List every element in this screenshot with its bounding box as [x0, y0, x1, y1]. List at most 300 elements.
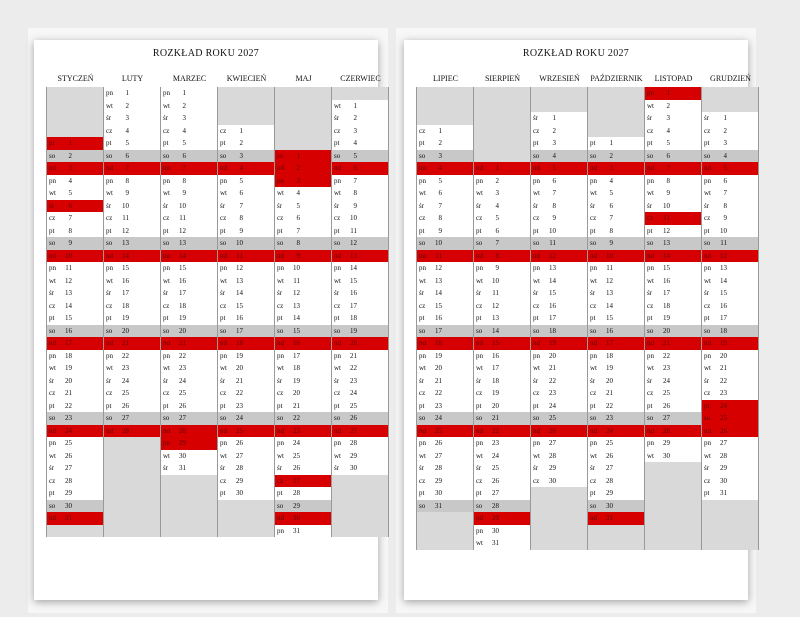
- weekday-label: cz: [533, 476, 540, 485]
- weekday-label: nd: [533, 164, 540, 172]
- weekday-label: pt: [590, 226, 596, 235]
- day-cell: [275, 387, 331, 400]
- day-cell: [645, 237, 701, 250]
- day-number: 16: [122, 276, 129, 285]
- left-page: [34, 40, 381, 600]
- day-number: 19: [122, 314, 129, 322]
- day-number: 8: [609, 226, 613, 235]
- day-number: 1: [552, 114, 556, 122]
- weekday-label: so: [419, 239, 426, 247]
- day-cell: [645, 312, 701, 325]
- day-number: 20: [350, 339, 357, 347]
- weekday-label: so: [106, 326, 113, 335]
- day-cell: [47, 400, 103, 413]
- weekday-label: pn: [163, 264, 170, 272]
- day-cell: [645, 250, 701, 263]
- day-number: 27: [179, 414, 186, 422]
- empty-cell: [161, 500, 217, 513]
- month-header: SIERPIEŃ: [484, 74, 521, 83]
- day-cell: [645, 287, 701, 300]
- day-cell: [474, 425, 530, 438]
- day-cell: [474, 462, 530, 475]
- page-title-left: ROZKŁAD ROKU 2027: [152, 48, 260, 59]
- day-cell: [47, 300, 103, 313]
- day-number: 24: [350, 389, 357, 397]
- day-number: 15: [720, 289, 727, 297]
- day-number: 1: [666, 89, 670, 97]
- weekday-label: wt: [704, 451, 711, 460]
- day-cell: [588, 187, 644, 200]
- day-cell: [588, 375, 644, 388]
- weekday-label: śr: [704, 114, 710, 122]
- weekday-label: śr: [590, 464, 596, 472]
- day-number: 15: [122, 264, 129, 272]
- day-number: 23: [122, 364, 129, 372]
- day-number: 21: [236, 376, 243, 385]
- day-cell: [47, 150, 103, 163]
- day-number: 5: [552, 164, 556, 172]
- day-cell: [474, 312, 530, 325]
- day-number: 12: [350, 239, 357, 247]
- day-cell: [588, 237, 644, 250]
- day-cell: [104, 150, 160, 163]
- day-cell: [332, 100, 388, 113]
- day-cell: [332, 200, 388, 213]
- day-number: 2: [125, 101, 129, 110]
- day-number: 15: [606, 314, 613, 322]
- day-number: 11: [549, 239, 556, 247]
- day-cell: [104, 87, 160, 100]
- day-number: 9: [609, 239, 613, 247]
- day-number: 26: [65, 451, 72, 460]
- weekday-label: cz: [419, 126, 426, 135]
- day-cell: [531, 462, 587, 475]
- day-cell: [332, 387, 388, 400]
- day-number: 20: [236, 364, 243, 372]
- day-cell: [218, 212, 274, 225]
- day-cell: [417, 250, 473, 263]
- day-number: 5: [495, 214, 499, 222]
- weekday-label: pt: [704, 489, 710, 497]
- day-number: 25: [606, 439, 613, 447]
- day-cell: [531, 475, 587, 488]
- day-cell: [218, 187, 274, 200]
- day-cell: [218, 400, 274, 413]
- day-number: 7: [182, 164, 186, 172]
- day-cell: [417, 462, 473, 475]
- day-cell: [474, 400, 530, 413]
- day-number: 30: [293, 514, 300, 522]
- day-cell: [588, 475, 644, 488]
- day-number: 20: [435, 364, 442, 372]
- day-cell: [645, 150, 701, 163]
- day-cell: [417, 425, 473, 438]
- day-number: 6: [609, 201, 613, 210]
- day-cell: [332, 462, 388, 475]
- weekday-label: cz: [647, 214, 654, 222]
- day-number: 2: [182, 101, 186, 110]
- month-header: LISTOPAD: [654, 74, 693, 83]
- day-number: 13: [179, 239, 186, 247]
- day-number: 1: [182, 89, 186, 97]
- day-cell: [104, 212, 160, 225]
- day-cell: [645, 300, 701, 313]
- weekday-label: cz: [163, 301, 170, 310]
- day-number: 9: [68, 239, 72, 247]
- weekday-label: cz: [277, 389, 284, 397]
- day-number: 31: [65, 514, 72, 522]
- weekday-label: wt: [49, 276, 56, 285]
- day-number: 16: [435, 314, 442, 322]
- day-cell: [531, 400, 587, 413]
- empty-cell: [474, 87, 530, 100]
- day-cell: [417, 200, 473, 213]
- day-number: 17: [492, 364, 499, 372]
- day-number: 31: [492, 539, 499, 547]
- weekday-label: śr: [533, 201, 539, 210]
- weekday-label: nd: [590, 426, 597, 435]
- day-cell: [588, 512, 644, 525]
- day-number: 28: [350, 439, 357, 447]
- day-number: 22: [179, 351, 186, 360]
- weekday-label: nd: [334, 339, 341, 347]
- day-number: 28: [549, 451, 556, 460]
- day-number: 13: [492, 314, 499, 322]
- day-number: 22: [606, 401, 613, 410]
- weekday-label: so: [163, 151, 170, 160]
- day-number: 23: [236, 401, 243, 410]
- day-cell: [531, 262, 587, 275]
- day-cell: [588, 462, 644, 475]
- day-cell: [588, 300, 644, 313]
- empty-cell: [218, 512, 274, 525]
- weekday-label: nd: [163, 426, 170, 435]
- weekday-label: pn: [277, 176, 284, 185]
- day-cell: [218, 237, 274, 250]
- day-number: 13: [435, 276, 442, 285]
- weekday-label: pn: [476, 526, 483, 535]
- day-cell: [218, 350, 274, 363]
- weekday-label: śr: [476, 376, 482, 385]
- weekday-label: pn: [163, 176, 170, 185]
- day-cell: [588, 350, 644, 363]
- day-cell: [161, 287, 217, 300]
- day-cell: [417, 450, 473, 463]
- day-cell: [702, 362, 758, 375]
- day-number: 27: [720, 439, 727, 447]
- weekday-label: pt: [419, 401, 425, 410]
- weekday-label: pn: [334, 176, 341, 185]
- weekday-label: pn: [590, 351, 597, 360]
- empty-cell: [474, 112, 530, 125]
- day-cell: [702, 450, 758, 463]
- day-cell: [332, 412, 388, 425]
- day-cell: [702, 137, 758, 150]
- day-cell: [47, 362, 103, 375]
- day-number: 17: [179, 289, 186, 297]
- empty-cell: [531, 500, 587, 513]
- day-number: 24: [435, 414, 442, 422]
- day-cell: [588, 437, 644, 450]
- weekday-label: cz: [590, 301, 597, 310]
- day-cell: [332, 300, 388, 313]
- day-number: 8: [666, 176, 670, 185]
- weekday-label: cz: [277, 214, 284, 222]
- empty-cell: [417, 525, 473, 538]
- weekday-label: so: [476, 326, 483, 335]
- day-cell: [104, 100, 160, 113]
- weekday-label: cz: [419, 476, 426, 485]
- day-number: 29: [236, 476, 243, 485]
- day-cell: [645, 212, 701, 225]
- day-cell: [218, 262, 274, 275]
- day-cell: [275, 325, 331, 338]
- weekday-label: wt: [647, 364, 654, 372]
- day-number: 6: [723, 176, 727, 185]
- day-number: 3: [296, 176, 300, 185]
- weekday-label: pt: [590, 139, 596, 147]
- day-cell: [531, 112, 587, 125]
- weekday-label: śr: [49, 464, 55, 472]
- day-cell: [417, 300, 473, 313]
- day-cell: [702, 275, 758, 288]
- empty-cell: [645, 537, 701, 550]
- day-cell: [417, 225, 473, 238]
- day-number: 6: [438, 189, 442, 197]
- column-divider: [103, 87, 104, 537]
- empty-cell: [531, 100, 587, 113]
- weekday-label: cz: [334, 301, 341, 310]
- column-divider: [388, 87, 389, 537]
- weekday-label: nd: [49, 339, 56, 347]
- weekday-label: śr: [476, 464, 482, 472]
- weekday-label: pn: [476, 439, 483, 447]
- day-number: 28: [65, 476, 72, 485]
- day-cell: [161, 162, 217, 175]
- day-number: 5: [182, 139, 186, 147]
- weekday-label: wt: [334, 364, 341, 372]
- day-cell: [47, 437, 103, 450]
- weekday-label: śr: [647, 376, 653, 385]
- weekday-label: pn: [704, 351, 711, 360]
- weekday-label: wt: [220, 451, 227, 460]
- day-cell: [531, 337, 587, 350]
- weekday-label: pt: [106, 401, 112, 410]
- weekday-label: pt: [704, 139, 710, 147]
- weekday-label: pn: [533, 439, 540, 447]
- weekday-label: wt: [49, 364, 56, 372]
- day-cell: [218, 225, 274, 238]
- day-cell: [645, 362, 701, 375]
- day-cell: [588, 200, 644, 213]
- day-number: 4: [666, 126, 670, 135]
- day-cell: [417, 287, 473, 300]
- weekday-label: wt: [163, 451, 170, 460]
- weekday-label: nd: [334, 426, 341, 435]
- weekday-label: so: [106, 151, 113, 160]
- day-cell: [588, 487, 644, 500]
- day-cell: [218, 287, 274, 300]
- weekday-label: so: [277, 151, 284, 160]
- day-cell: [417, 487, 473, 500]
- day-number: 8: [239, 214, 243, 222]
- weekday-label: cz: [334, 214, 341, 222]
- day-number: 20: [492, 401, 499, 410]
- day-number: 21: [65, 389, 72, 397]
- day-number: 18: [435, 339, 442, 347]
- day-cell: [275, 162, 331, 175]
- weekday-label: so: [277, 239, 284, 247]
- day-number: 28: [663, 426, 670, 435]
- empty-cell: [332, 475, 388, 488]
- day-cell: [588, 312, 644, 325]
- empty-cell: [218, 87, 274, 100]
- empty-cell: [332, 500, 388, 513]
- day-number: 9: [666, 189, 670, 197]
- weekday-label: cz: [220, 214, 227, 222]
- day-cell: [645, 137, 701, 150]
- day-number: 1: [438, 126, 442, 135]
- day-number: 21: [435, 376, 442, 385]
- day-number: 18: [236, 339, 243, 347]
- empty-cell: [645, 512, 701, 525]
- day-number: 27: [236, 451, 243, 460]
- day-cell: [275, 312, 331, 325]
- day-cell: [104, 400, 160, 413]
- weekday-label: śr: [163, 201, 169, 210]
- weekday-label: pt: [590, 401, 596, 410]
- day-number: 28: [435, 464, 442, 472]
- day-number: 1: [609, 139, 613, 147]
- day-cell: [218, 437, 274, 450]
- day-cell: [218, 412, 274, 425]
- day-cell: [588, 362, 644, 375]
- weekday-label: cz: [533, 301, 540, 310]
- day-number: 3: [438, 151, 442, 160]
- weekday-label: so: [277, 414, 284, 422]
- weekday-label: wt: [106, 101, 113, 110]
- weekday-label: nd: [476, 251, 483, 260]
- day-cell: [702, 437, 758, 450]
- day-number: 18: [179, 301, 186, 310]
- day-number: 19: [492, 389, 499, 397]
- empty-cell: [588, 125, 644, 138]
- empty-cell: [104, 437, 160, 450]
- month-header: PAŹDZIERNIK: [590, 74, 643, 83]
- empty-cell: [702, 87, 758, 100]
- day-number: 26: [549, 426, 556, 435]
- right-page: [404, 40, 751, 600]
- weekday-label: pn: [647, 89, 654, 97]
- weekday-label: so: [49, 414, 56, 422]
- day-cell: [474, 275, 530, 288]
- day-number: 13: [663, 239, 670, 247]
- day-cell: [275, 400, 331, 413]
- day-cell: [104, 175, 160, 188]
- day-number: 21: [293, 401, 300, 410]
- day-cell: [702, 387, 758, 400]
- day-number: 21: [179, 339, 186, 347]
- weekday-label: so: [419, 326, 426, 335]
- day-number: 28: [293, 489, 300, 497]
- day-cell: [474, 375, 530, 388]
- day-cell: [474, 287, 530, 300]
- day-number: 9: [552, 214, 556, 222]
- day-cell: [531, 237, 587, 250]
- day-cell: [474, 162, 530, 175]
- day-number: 10: [122, 201, 129, 210]
- day-cell: [702, 237, 758, 250]
- weekday-label: pn: [334, 439, 341, 447]
- empty-cell: [104, 487, 160, 500]
- weekday-label: śr: [419, 289, 425, 297]
- day-number: 12: [293, 289, 300, 297]
- day-number: 6: [125, 151, 129, 160]
- weekday-label: pn: [647, 264, 654, 272]
- day-number: 28: [179, 426, 186, 435]
- weekday-label: pt: [49, 314, 55, 322]
- weekday-label: wt: [277, 451, 284, 460]
- day-number: 11: [720, 239, 727, 247]
- weekday-label: cz: [476, 301, 483, 310]
- day-number: 19: [720, 339, 727, 347]
- day-number: 19: [435, 351, 442, 360]
- weekday-label: wt: [590, 364, 597, 372]
- day-number: 25: [65, 439, 72, 447]
- day-number: 15: [350, 276, 357, 285]
- month-header: LUTY: [121, 74, 144, 83]
- day-cell: [588, 450, 644, 463]
- column-divider: [473, 87, 474, 550]
- weekday-label: pn: [533, 264, 540, 272]
- day-cell: [47, 137, 103, 150]
- day-number: 6: [353, 164, 357, 172]
- day-cell: [275, 275, 331, 288]
- weekday-label: nd: [106, 251, 113, 260]
- weekday-label: pt: [704, 314, 710, 322]
- day-number: 26: [720, 426, 727, 435]
- empty-cell: [531, 487, 587, 500]
- weekday-label: nd: [419, 251, 426, 260]
- column-divider: [160, 87, 161, 537]
- day-number: 5: [353, 151, 357, 160]
- day-cell: [275, 287, 331, 300]
- weekday-label: pt: [590, 314, 596, 322]
- weekday-label: śr: [163, 376, 169, 385]
- day-cell: [275, 175, 331, 188]
- weekday-label: śr: [476, 201, 482, 210]
- day-number: 17: [549, 314, 556, 322]
- day-cell: [474, 300, 530, 313]
- weekday-label: pn: [49, 264, 56, 272]
- day-cell: [588, 275, 644, 288]
- day-number: 20: [606, 376, 613, 385]
- weekday-label: wt: [647, 189, 654, 197]
- weekday-label: pt: [220, 489, 226, 497]
- day-number: 7: [296, 226, 300, 235]
- day-number: 16: [663, 276, 670, 285]
- day-number: 18: [350, 314, 357, 322]
- day-cell: [275, 525, 331, 538]
- day-cell: [47, 312, 103, 325]
- weekday-label: śr: [334, 114, 340, 122]
- day-number: 25: [179, 389, 186, 397]
- weekday-label: so: [106, 414, 113, 422]
- weekday-label: so: [277, 326, 284, 335]
- weekday-label: nd: [647, 426, 654, 435]
- weekday-label: so: [704, 326, 711, 335]
- weekday-label: śr: [49, 376, 55, 385]
